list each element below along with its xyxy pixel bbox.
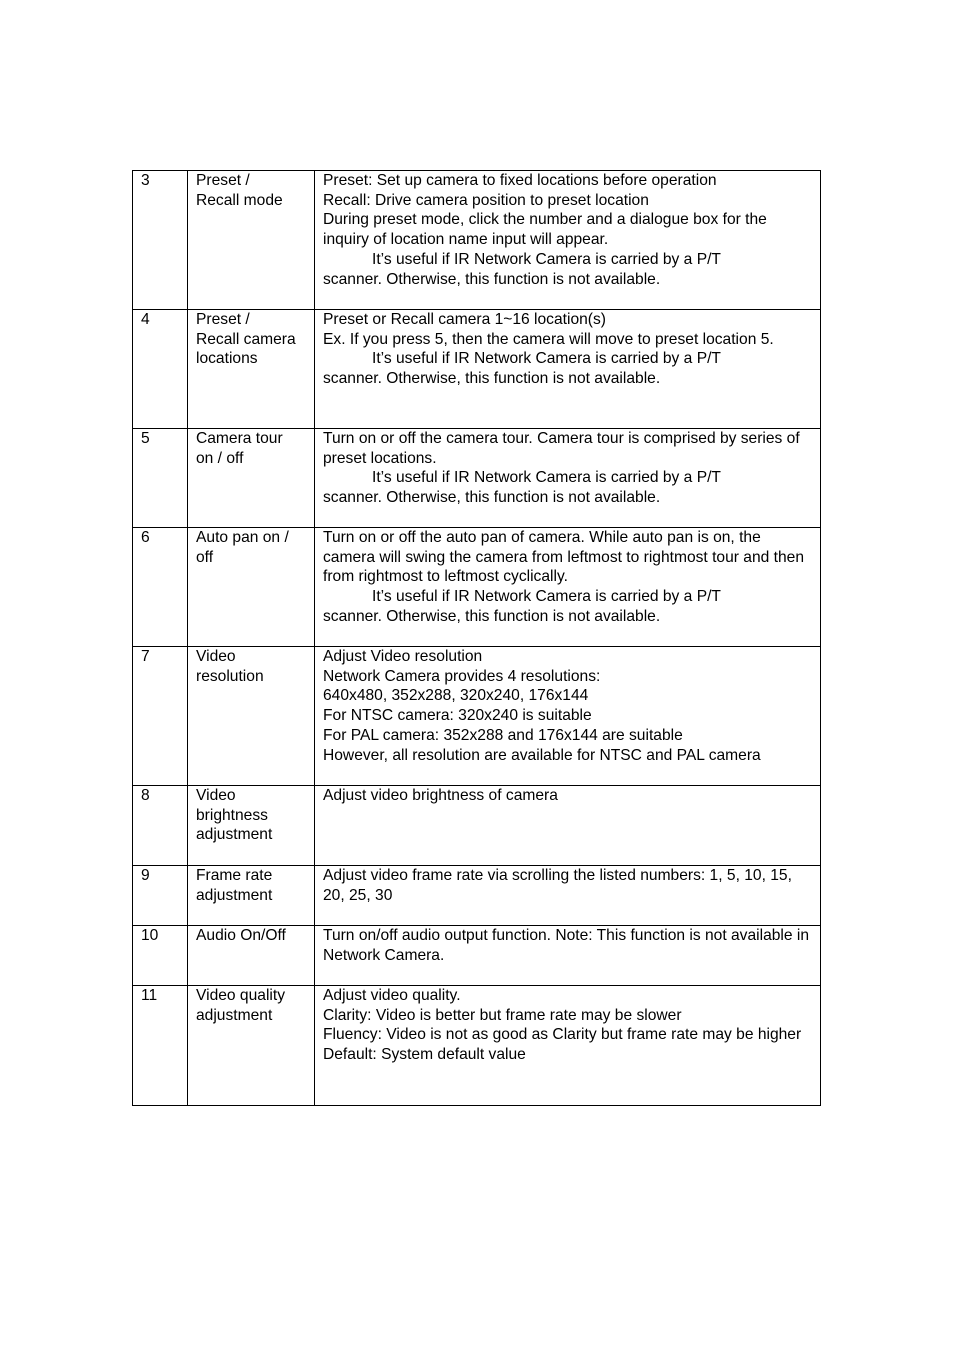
function-name-line: adjustment <box>196 886 273 904</box>
table-row <box>133 171 821 310</box>
function-name-line: Recall mode <box>196 191 283 209</box>
description-cell <box>315 986 821 1106</box>
function-name-cell <box>188 866 315 926</box>
description-cell <box>315 528 821 647</box>
function-name-line: adjustment <box>196 1006 273 1024</box>
description-cell <box>315 786 821 866</box>
table-row <box>133 310 821 429</box>
function-name-cell <box>188 926 315 986</box>
function-table <box>132 170 821 1106</box>
description-line: scanner. Otherwise, this function is not available. <box>323 607 661 625</box>
description-cell <box>315 429 821 528</box>
function-name-line: Recall camera <box>196 330 296 348</box>
row-number: 5 <box>141 430 150 447</box>
table-row <box>133 986 821 1106</box>
description-line: Turn on/off audio output function. Note: This function is not available in Network Camera. <box>323 927 810 964</box>
function-name-line: Video quality <box>196 987 286 1004</box>
description-line: For PAL camera: 352x288 and 176x144 are suitable <box>323 726 683 744</box>
row-number-cell <box>133 310 188 429</box>
row-number-cell <box>133 786 188 866</box>
description-line: scanner. Otherwise, this function is not available. <box>323 370 661 388</box>
row-number: 11 <box>141 987 158 1004</box>
description-line: Turn on or off the camera tour. Camera tour is comprised by series of preset locations. <box>323 430 800 467</box>
function-name-cell <box>188 528 315 647</box>
function-name-cell <box>188 310 315 429</box>
function-name-line: Preset / <box>196 172 250 189</box>
description-line: Adjust video quality. <box>323 987 461 1004</box>
function-name-line: Preset / <box>196 311 250 328</box>
function-name-line: off <box>196 548 214 566</box>
row-number: 7 <box>141 648 150 665</box>
table-row <box>133 866 821 926</box>
table-row <box>133 926 821 986</box>
row-number-cell <box>133 986 188 1106</box>
function-name-line: Video <box>196 787 236 804</box>
description-line: Turn on or off the auto pan of camera. While auto pan is on, the camera will swing the camera from leftmost to rightmost tour and then from rightmost to leftmost cyclically. <box>323 529 805 586</box>
description-cell <box>315 926 821 986</box>
row-number: 6 <box>141 529 150 546</box>
table-row <box>133 786 821 866</box>
description-line: Default: System default value <box>323 1046 526 1064</box>
description-line: It’s useful if IR Network Camera is carried by a P/T <box>372 469 721 487</box>
row-number: 3 <box>141 172 150 189</box>
description-line: Adjust Video resolution <box>323 648 483 665</box>
function-name-cell <box>188 429 315 528</box>
description-line: Preset: Set up camera to fixed locations before operation <box>323 172 717 189</box>
function-name-line: Frame rate <box>196 867 273 884</box>
description-line: It’s useful if IR Network Camera is carried by a P/T <box>372 588 721 606</box>
function-name-cell <box>188 171 315 310</box>
row-number-cell <box>133 926 188 986</box>
row-number: 9 <box>141 867 150 884</box>
description-line: For NTSC camera: 320x240 is suitable <box>323 707 592 725</box>
description-cell <box>315 866 821 926</box>
row-number-cell <box>133 528 188 647</box>
function-name-cell <box>188 647 315 786</box>
function-name-line: Auto pan on / <box>196 529 289 546</box>
table-row <box>133 647 821 786</box>
function-name-line: resolution <box>196 667 264 685</box>
description-line: Adjust video frame rate via scrolling the listed numbers: 1, 5, 10, 15, 20, 25, 30 <box>323 867 792 904</box>
description-line: Preset or Recall camera 1~16 location(s) <box>323 311 606 328</box>
description-line: During preset mode, click the number and a dialogue box for the inquiry of location name input will appear. <box>323 211 767 249</box>
table-row <box>133 429 821 528</box>
table-row <box>133 528 821 647</box>
row-number: 4 <box>141 311 150 328</box>
description-line: Clarity: Video is better but frame rate may be slower <box>323 1006 682 1024</box>
description-line: Recall: Drive camera position to preset location <box>323 191 649 209</box>
description-line: Network Camera provides 4 resolutions: <box>323 667 601 685</box>
function-name-line: brightness <box>196 806 268 824</box>
row-number: 10 <box>141 927 159 944</box>
description-line: However, all resolution are available for NTSC and PAL camera <box>323 746 761 764</box>
function-name-line: Video <box>196 648 236 665</box>
function-table-body <box>133 171 821 1106</box>
function-name-cell <box>188 786 315 866</box>
function-name-cell <box>188 986 315 1106</box>
row-number-cell <box>133 647 188 786</box>
description-line: It’s useful if IR Network Camera is carried by a P/T <box>372 250 721 268</box>
description-cell <box>315 171 821 310</box>
description-line: Fluency: Video is not as good as Clarity but frame rate may be higher <box>323 1026 802 1044</box>
row-number-cell <box>133 866 188 926</box>
description-cell <box>315 310 821 429</box>
description-line: scanner. Otherwise, this function is not available. <box>323 489 661 507</box>
function-name-line: Audio On/Off <box>196 927 286 944</box>
description-line: scanner. Otherwise, this function is not available. <box>323 270 661 288</box>
function-name-line: locations <box>196 350 258 368</box>
function-name-line: adjustment <box>196 826 273 844</box>
row-number-cell <box>133 429 188 528</box>
description-line: Ex. If you press 5, then the camera will move to preset location 5. <box>323 330 774 348</box>
row-number-cell <box>133 171 188 310</box>
description-line: 640x480, 352x288, 320x240, 176x144 <box>323 687 589 705</box>
description-line: Adjust video brightness of camera <box>323 787 558 804</box>
description-line: It’s useful if IR Network Camera is carried by a P/T <box>372 350 721 368</box>
description-cell <box>315 647 821 786</box>
function-name-line: Camera tour <box>196 430 283 447</box>
row-number: 8 <box>141 787 150 804</box>
function-name-line: on / off <box>196 449 244 467</box>
